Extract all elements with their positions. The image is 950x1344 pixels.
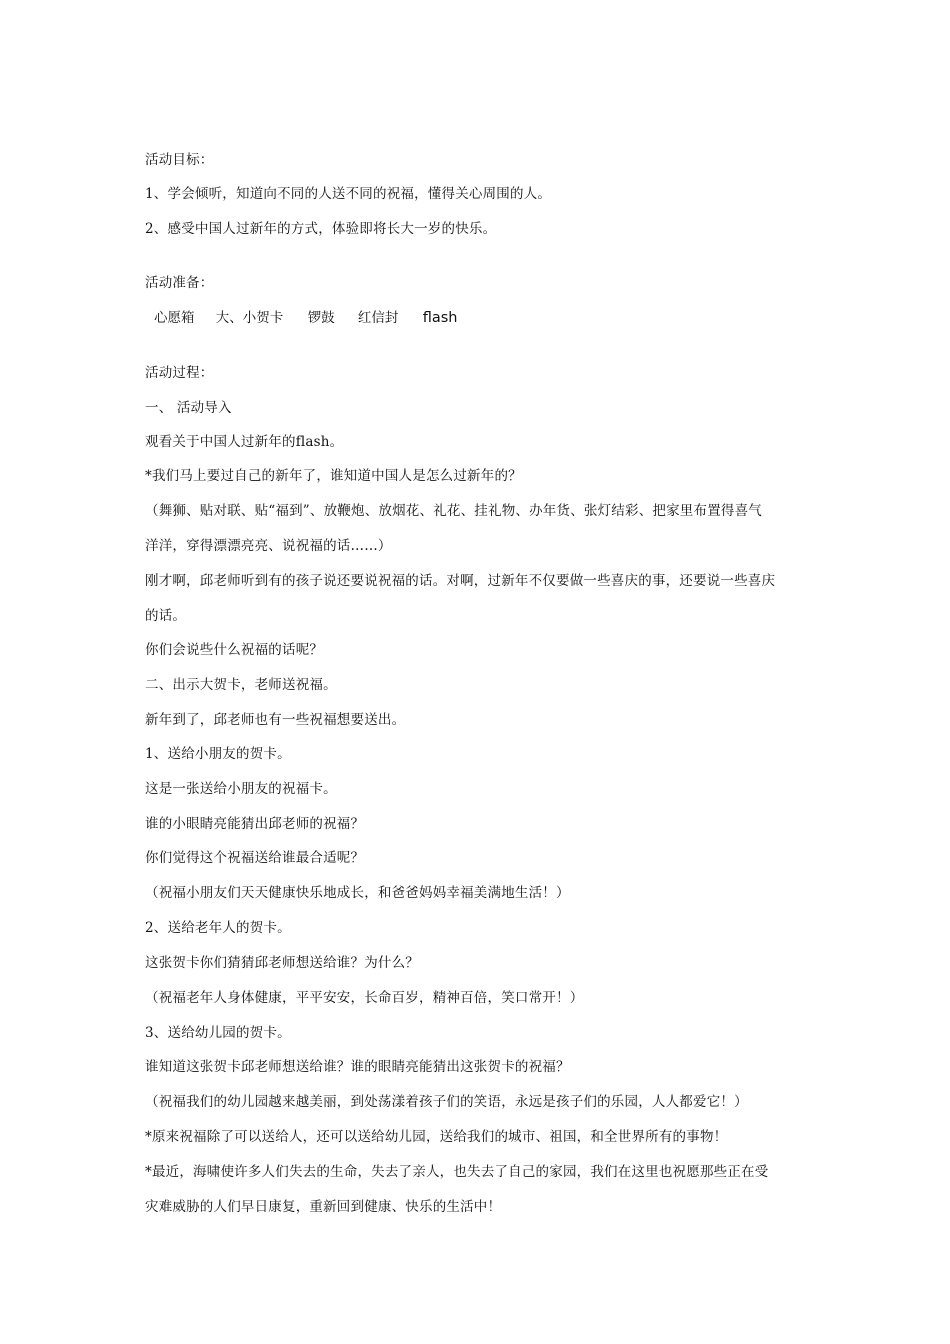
material-item: flash	[422, 310, 458, 326]
sub-heading: 1、送给小朋友的贺卡。	[145, 746, 291, 762]
section-heading: 一、 活动导入	[145, 400, 232, 416]
paragraph: （祝福老年人身体健康，平平安安，长命百岁，精神百倍，笑口常开！）	[145, 990, 584, 1006]
paragraph: 新年到了，邱老师也有一些祝福想要送出。	[145, 712, 406, 728]
sub-heading: 3、送给幼儿园的贺卡。	[145, 1025, 291, 1041]
paragraph: 观看关于中国人过新年的flash。	[145, 434, 344, 450]
preparation-heading: 活动准备：	[145, 275, 214, 291]
goals-heading: 活动目标：	[145, 152, 214, 168]
paragraph: *我们马上要过自己的新年了，谁知道中国人是怎么过新年的？	[145, 468, 522, 484]
paragraph: *最近，海啸使许多人们失去的生命，失去了亲人，也失去了自己的家园，我们在这里也祝愿那些正在受	[145, 1164, 769, 1180]
paragraph: 你们会说些什么祝福的话呢？	[145, 642, 324, 658]
paragraph: 洋洋，穿得漂漂亮亮、说祝福的话……）	[145, 538, 392, 554]
material-item: 锣鼓	[307, 310, 335, 326]
paragraph: 谁的小眼睛亮能猜出邱老师的祝福？	[145, 816, 365, 832]
paragraph: 刚才啊，邱老师听到有的孩子说还要说祝福的话。对啊，过新年不仅要做一些喜庆的事，还要说一些喜庆	[145, 573, 776, 589]
paragraph: 这张贺卡你们猜猜邱老师想送给谁？为什么？	[145, 955, 419, 971]
paragraph: 你们觉得这个祝福送给谁最合适呢？	[145, 850, 365, 866]
paragraph: *原来祝福除了可以送给人，还可以送给幼儿园，送给我们的城市、祖国，和全世界所有的事物！	[145, 1129, 728, 1145]
paragraph: 灾难威胁的人们早日康复，重新回到健康、快乐的生活中！	[145, 1199, 502, 1215]
paragraph: 这是一张送给小朋友的祝福卡。	[145, 781, 337, 797]
goal-item: 2、感受中国人过新年的方式，体验即将长大一岁的快乐。	[145, 221, 497, 237]
material-item: 红信封	[357, 310, 399, 326]
material-item: 大、小贺卡	[215, 310, 284, 326]
material-item: 心愿箱	[154, 310, 195, 326]
goal-item: 1、学会倾听，知道向不同的人送不同的祝福，懂得关心周围的人。	[145, 186, 552, 202]
paragraph: （祝福我们的幼儿园越来越美丽，到处荡漾着孩子们的笑语，永远是孩子们的乐园，人人都爱它！）	[145, 1094, 748, 1110]
paragraph: （祝福小朋友们天天健康快乐地成长，和爸爸妈妈幸福美满地生活！）	[145, 885, 570, 901]
materials-list	[145, 309, 457, 327]
paragraph: 的话。	[145, 608, 187, 624]
process-heading: 活动过程：	[145, 365, 214, 381]
section-heading: 二、出示大贺卡，老师送祝福。	[145, 677, 337, 693]
paragraph: （舞狮、贴对联、贴“福到”、放鞭炮、放烟花、礼花、挂礼物、办年货、张灯结彩、把家里布置得喜气	[145, 503, 763, 519]
paragraph: 谁知道这张贺卡邱老师想送给谁？谁的眼睛亮能猜出这张贺卡的祝福？	[145, 1059, 570, 1075]
sub-heading: 2、送给老年人的贺卡。	[145, 920, 291, 936]
